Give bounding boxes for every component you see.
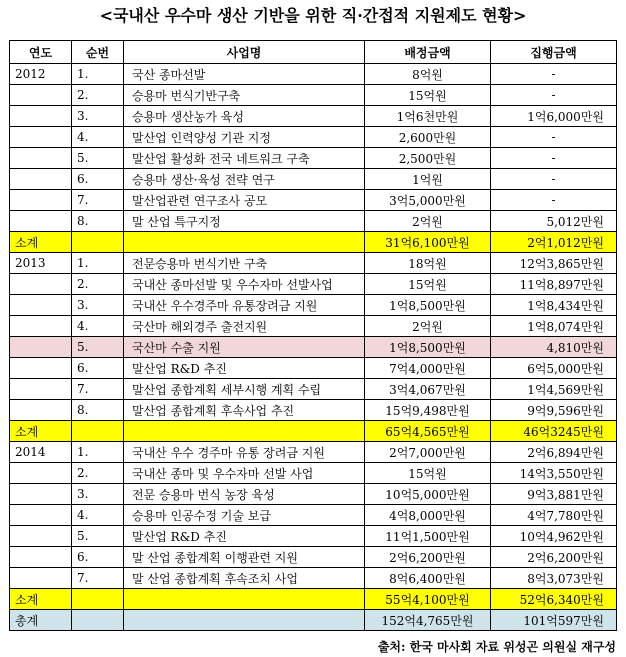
budget-amount: 1억8,500만원 (365, 295, 491, 316)
table-row (10, 148, 617, 169)
row-number: 2. (72, 85, 124, 106)
exec-amount: 1억6,000만원 (491, 106, 617, 127)
budget-amount: 15억원 (365, 274, 491, 295)
row-number: 1. (72, 253, 124, 274)
exec-amount: - (491, 127, 617, 148)
subtotal-label: 소계 (10, 421, 72, 442)
table-row (10, 211, 617, 232)
total-label: 총계 (10, 610, 72, 631)
year-cell (10, 547, 72, 568)
exec-amount: 1억4,569만원 (491, 379, 617, 400)
year-cell: 2013 (10, 253, 72, 274)
subtotal-blank (72, 421, 124, 442)
header-budget: 배정금액 (365, 41, 491, 64)
table-row (10, 253, 617, 274)
exec-amount: 12억3,865만원 (491, 253, 617, 274)
budget-amount: 2,500만원 (365, 148, 491, 169)
year-cell (10, 379, 72, 400)
exec-amount: 1억8,074만원 (491, 316, 617, 337)
header-name: 사업명 (124, 41, 365, 64)
table-row (10, 379, 617, 400)
exec-amount: - (491, 85, 617, 106)
table-row (10, 64, 617, 85)
budget-amount: 1억8,500만원 (365, 337, 491, 358)
project-name: 말 산업 종합계획 후속조치 사업 (124, 568, 365, 589)
exec-amount: - (491, 169, 617, 190)
year-cell (10, 526, 72, 547)
exec-amount: 6억5,000만원 (491, 358, 617, 379)
row-number: 5. (72, 526, 124, 547)
year-cell (10, 85, 72, 106)
year-cell (10, 316, 72, 337)
subtotal-row (10, 589, 617, 610)
header-exec: 집행금액 (491, 41, 617, 64)
subtotal-budget: 31억6,100만원 (365, 232, 491, 253)
budget-amount: 2억원 (365, 211, 491, 232)
budget-amount: 3억5,000만원 (365, 190, 491, 211)
budget-amount: 4억8,000만원 (365, 505, 491, 526)
budget-amount: 8억원 (365, 64, 491, 85)
total-exec: 101억597만원 (491, 610, 617, 631)
row-number: 8. (72, 400, 124, 421)
project-name: 말 산업 특구지정 (124, 211, 365, 232)
subtotal-exec: 52억6,340만원 (491, 589, 617, 610)
exec-amount: - (491, 190, 617, 211)
row-number: 7. (72, 379, 124, 400)
exec-amount: 2억6,894만원 (491, 442, 617, 463)
table-row (10, 358, 617, 379)
budget-amount: 7억4,000만원 (365, 358, 491, 379)
exec-amount: - (491, 64, 617, 85)
year-cell (10, 169, 72, 190)
budget-amount: 15억원 (365, 85, 491, 106)
table-row (10, 316, 617, 337)
year-cell (10, 148, 72, 169)
subtotal-exec: 46억3245만원 (491, 421, 617, 442)
total-row (10, 610, 617, 631)
table-row (10, 106, 617, 127)
year-cell (10, 274, 72, 295)
project-name: 국내산 종마선발 및 우수자마 선발사업 (124, 274, 365, 295)
row-number: 4. (72, 127, 124, 148)
row-number: 3. (72, 295, 124, 316)
exec-amount: - (491, 148, 617, 169)
exec-amount: 2억6,200만원 (491, 547, 617, 568)
row-number: 6. (72, 358, 124, 379)
total-budget: 152억4,765만원 (365, 610, 491, 631)
exec-amount: 4억7,780만원 (491, 505, 617, 526)
subtotal-row (10, 421, 617, 442)
table-row (10, 526, 617, 547)
exec-amount: 5,012만원 (491, 211, 617, 232)
row-number: 4. (72, 505, 124, 526)
subtotal-blank (124, 421, 365, 442)
row-number: 3. (72, 484, 124, 505)
row-number: 3. (72, 106, 124, 127)
exec-amount: 11억8,897만원 (491, 274, 617, 295)
subtotal-budget: 65억4,565만원 (365, 421, 491, 442)
total-blank (124, 610, 365, 631)
budget-amount: 1억6천만원 (365, 106, 491, 127)
exec-amount: 8억3,073만원 (491, 568, 617, 589)
year-cell (10, 190, 72, 211)
subtotal-row (10, 232, 617, 253)
row-number: 5. (72, 148, 124, 169)
project-name: 말산업 활성화 전국 네트워크 구축 (124, 148, 365, 169)
exec-amount: 1억8,434만원 (491, 295, 617, 316)
budget-amount: 1억원 (365, 169, 491, 190)
table-row (10, 568, 617, 589)
table-row (10, 169, 617, 190)
budget-amount: 2억7,000만원 (365, 442, 491, 463)
subtotal-budget: 55억4,100만원 (365, 589, 491, 610)
project-name: 말산업 인력양성 기관 지정 (124, 127, 365, 148)
subtotal-blank (72, 589, 124, 610)
project-name: 말산업 R&D 추진 (124, 358, 365, 379)
project-name: 승용마 번식기반구축 (124, 85, 365, 106)
budget-amount: 8억6,400만원 (365, 568, 491, 589)
table-row (10, 484, 617, 505)
page-title: <국내산 우수마 생산 기반을 위한 직·간접적 지원제도 현황> (99, 6, 527, 25)
project-name: 국내산 우수 경주마 유통 장려금 지원 (124, 442, 365, 463)
budget-amount: 2,600만원 (365, 127, 491, 148)
project-name: 전문 승용마 번식 농장 육성 (124, 484, 365, 505)
row-number: 2. (72, 274, 124, 295)
exec-amount: 9억9,596만원 (491, 400, 617, 421)
source-note: 출처: 한국 마사회 자료 위성곤 의원실 재구성 (377, 640, 616, 654)
support-table (9, 40, 617, 631)
row-number: 1. (72, 442, 124, 463)
year-cell: 2012 (10, 64, 72, 85)
row-number: 5. (72, 337, 124, 358)
project-name: 말 산업 종합계획 이행관련 지원 (124, 547, 365, 568)
project-name: 말산업 종합계획 세부시행 계획 수립 (124, 379, 365, 400)
year-cell (10, 358, 72, 379)
project-name: 승용마 인공수정 기술 보급 (124, 505, 365, 526)
row-number: 1. (72, 64, 124, 85)
year-cell (10, 463, 72, 484)
row-number: 6. (72, 169, 124, 190)
table-row (10, 85, 617, 106)
exec-amount: 10억4,962만원 (491, 526, 617, 547)
budget-amount: 15억9,498만원 (365, 400, 491, 421)
exec-amount: 4,810만원 (491, 337, 617, 358)
table-row (10, 190, 617, 211)
table-row (10, 547, 617, 568)
row-number: 2. (72, 463, 124, 484)
year-cell (10, 127, 72, 148)
year-cell: 2014 (10, 442, 72, 463)
year-cell (10, 400, 72, 421)
project-name: 국내산 우수경주마 유통장려금 지원 (124, 295, 365, 316)
year-cell (10, 337, 72, 358)
budget-amount: 10억5,000만원 (365, 484, 491, 505)
budget-amount: 3억4,067만원 (365, 379, 491, 400)
subtotal-label: 소계 (10, 589, 72, 610)
table-row (10, 295, 617, 316)
table-row (10, 400, 617, 421)
exec-amount: 9억3,881만원 (491, 484, 617, 505)
project-name: 국내산 종마 및 우수자마 선발 사업 (124, 463, 365, 484)
project-name: 국산 종마선발 (124, 64, 365, 85)
year-cell (10, 106, 72, 127)
budget-amount: 2억원 (365, 316, 491, 337)
project-name: 승용마 생산·육성 전략 연구 (124, 169, 365, 190)
project-name: 국산마 수출 지원 (124, 337, 365, 358)
table-row (10, 127, 617, 148)
subtotal-label: 소계 (10, 232, 72, 253)
year-cell (10, 211, 72, 232)
year-cell (10, 295, 72, 316)
row-number: 7. (72, 190, 124, 211)
year-cell (10, 568, 72, 589)
header-row (10, 41, 617, 64)
table-row (10, 274, 617, 295)
header-no: 순번 (72, 41, 124, 64)
project-name: 전문승용마 번식기반 구축 (124, 253, 365, 274)
row-number: 4. (72, 316, 124, 337)
table-body (10, 64, 617, 631)
row-number: 8. (72, 211, 124, 232)
table-row (10, 442, 617, 463)
budget-amount: 18억원 (365, 253, 491, 274)
total-blank (72, 610, 124, 631)
table-row (10, 463, 617, 484)
exec-amount: 14억3,550만원 (491, 463, 617, 484)
subtotal-exec: 2억1,012만원 (491, 232, 617, 253)
project-name: 국산마 해외경주 출전지원 (124, 316, 365, 337)
subtotal-blank (124, 232, 365, 253)
project-name: 말산업 R&D 추진 (124, 526, 365, 547)
header-year: 연도 (10, 41, 72, 64)
project-name: 말산업 종합계획 후속사업 추진 (124, 400, 365, 421)
project-name: 말산업관련 연구조사 공모 (124, 190, 365, 211)
subtotal-blank (72, 232, 124, 253)
budget-amount: 15억원 (365, 463, 491, 484)
row-number: 7. (72, 568, 124, 589)
table-row (10, 505, 617, 526)
year-cell (10, 505, 72, 526)
subtotal-blank (124, 589, 365, 610)
project-name: 승용마 생산농가 육성 (124, 106, 365, 127)
budget-amount: 2억6,200만원 (365, 547, 491, 568)
row-number: 6. (72, 547, 124, 568)
year-cell (10, 484, 72, 505)
table-row (10, 337, 617, 358)
budget-amount: 11억1,500만원 (365, 526, 491, 547)
